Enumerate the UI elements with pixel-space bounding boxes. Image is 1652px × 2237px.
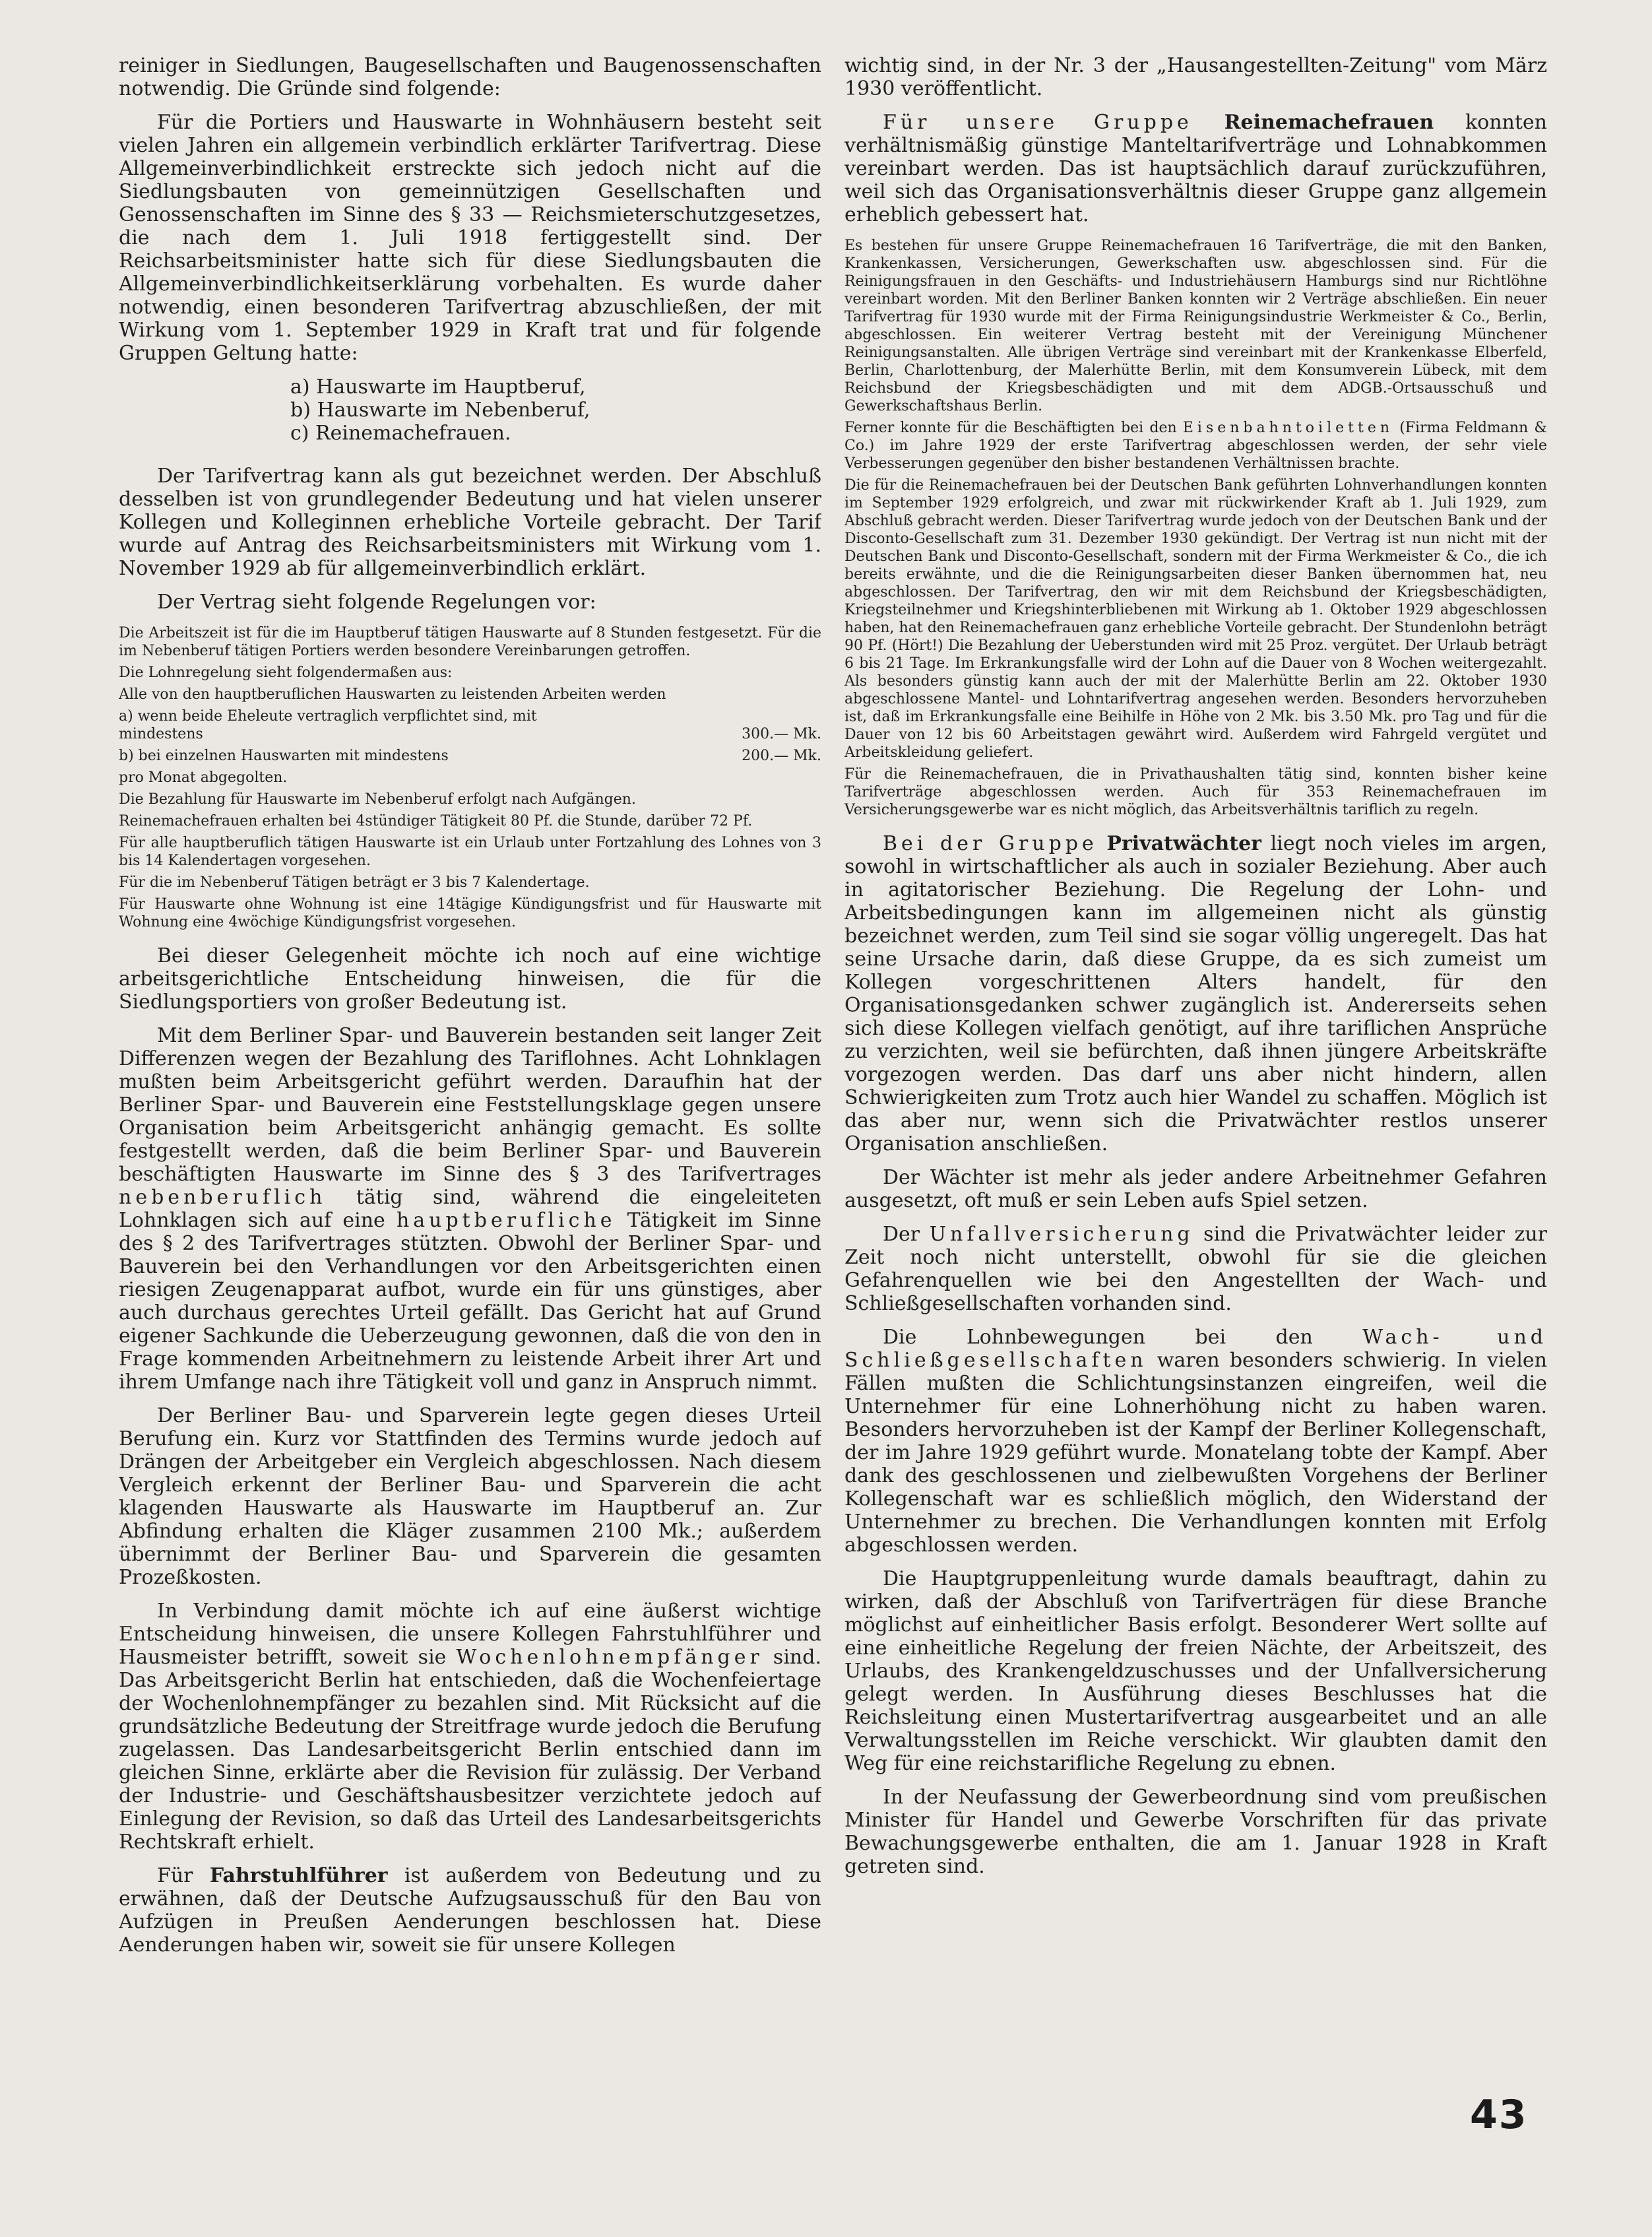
paragraph: In der Neufassung der Gewerbeordnung sind vom preußischen Minister für Handel und Gewerbe Vorschriften für das private Bewachungsgewerbe enthalten, die am 1. Januar 1928 in Kraft getreten sind. [844,1786,1547,1878]
spaced-term: Wochenlohnempfänger [456,1646,763,1669]
paragraph: Die Hauptgruppenleitung wurde damals beauftragt, dahin zu wirken, daß der Abschluß von Tarifverträgen für diese Branche möglichst auf einheitlicher Basis erfolgt. Besonderer Wert sollte auf eine einheitliche Regelung der freien Nächte, der Arbeitszeit, des Urlaubs, des Krankengeldzuschusses und der Unfallversicherung gelegt werden. In Ausführung dieses Beschlusses hat die Reichsleitung einen Mustertarifvertrag ausgearbeitet und an alle Verwaltungsstellen im Reiche verschickt. Wir glaubten damit den Weg für eine reichstarifliche Regelung zu ebnen. [844,1567,1547,1775]
spaced-term: Eisenbahntoiletten [1182,420,1394,436]
paragraph: Mit dem Berliner Spar- und Bauverein bestanden seit langer Zeit Differenzen wegen der Bezahlung des Tariflohnes. Acht Lohnklagen mußten beim Arbeitsgericht geführt werden. Daraufhin hat der Berliner Spar- und Bauverein eine Feststellungsklage gegen unsere Organisation beim Arbeitsgericht anhängig gemacht. Es sollte festgestellt werden, daß die beim Berliner Spar- und Bauverein beschäftigten Hauswarte im Sinne des § 3 des Tarifvertrages nebenberuflich tätig sind, während die eingeleiteten Lohnklagen sich auf eine hauptberufliche Tätigkeit im Sinne des § 2 des Tarifvertrages stützten. Obwohl der Berliner Spar- und Bauverein bei den Verhandlungen vor den Arbeitsgerichten einen riesigen Zeugenapparat aufbot, wurde ein für uns günstiges, aber auch durchaus gerechtes Urteil gefällt. Das Gericht hat auf Grund eigener Sachkunde die Ueberzeugung gewonnen, daß die von den in Frage kommenden Arbeitnehmern zu leistende Arbeit ihrer Art und ihrem Umfange nach ihre Tätigkeit voll und ganz in Anspruch nimmt. [119,1024,821,1394]
small-paragraph: Für alle hauptberuflich tätigen Hauswarte ist ein Urlaub unter Fortzahlung des Lohnes von 3 bis 14 Kalendertagen vorgesehen. [119,835,821,869]
small-paragraph: Für Hauswarte ohne Wohnung ist eine 14tägige Kündigungsfrist und für Hauswarte mit Wohnung eine 4wöchige Kündigungsfrist vorgesehen. [119,896,821,930]
page-number: 43 [1470,2092,1528,2138]
paragraph: Für Fahrstuhlführer ist außerdem von Bedeutung und zu erwähnen, daß der Deutsche Aufzugsausschuß für den Bau von Aufzügen in Preußen Aenderungen beschlossen hat. Diese Aenderungen haben wir, soweit sie für unsere Kollegen [119,1864,821,1957]
paragraph: Der Unfallversicherung sind die Privatwächter leider zur Zeit noch nicht unterstellt, obwohl für sie die gleichen Gefahrenquellen wie bei den Angestellten der Wach- und Schließgesellschaften vorhanden sind. [844,1223,1547,1315]
right-column [844,54,1547,2087]
paragraph: wichtig sind, in der Nr. 3 der „Hausangestellten-Zeitung" vom März 1930 veröffentlicht. [844,54,1547,100]
list-item: b) Hauswarte im Nebenberuf, [290,399,590,422]
paragraph: Für unsere Gruppe Reinemachefrauen konnten verhältnismäßig günstige Manteltarifverträge und Lohnabkommen vereinbart werden. Das ist hauptsächlich darauf zurückzuführen, weil sich das Organisationsverhältnis dieser Gruppe ganz allgemein erheblich gebessert hat. [844,111,1547,226]
paragraph: Der Berliner Bau- und Sparverein legte gegen dieses Urteil Berufung ein. Kurz vor Stattfinden des Termins wurde jedoch auf Drängen der Arbeitgeber ein Vergleich abgeschlossen. Nach diesem Vergleich erkennt der Berliner Bau- und Sparverein die acht klagenden Hauswarte als Hauswarte im Hauptberuf an. Zur Abfindung erhalten die Kläger zusammen 2100 Mk.; außerdem übernimmt der Berliner Bau- und Sparverein die gesamten Prozeßkosten. [119,1404,821,1589]
paragraph: Die Lohnbewegungen bei den Wach- und Schließgesellschaften waren besonders schwierig. In vielen Fällen mußten die Schlichtungsinstanzen eingreifen, weil die Unternehmer für eine Lohnerhöhung nicht zu haben waren. Besonders hervorzuheben ist der Kampf der Berliner Kollegenschaft, der im Jahre 1929 geführt wurde. Monatelang tobte der Kampf. Aber dank des geschlossenen und zielbewußten Vorgehens der Berliner Kollegenschaft war es schließlich möglich, den Widerstand der Unternehmer zu brechen. Die Verhandlungen konnten mit Erfolg abgeschlossen werden. [844,1326,1547,1557]
spaced-term: Unfallversicherung [929,1223,1194,1246]
small-paragraph: Es bestehen für unsere Gruppe Reinemachefrauen 16 Tarifverträge, die mit den Banken, Krankenkassen, Versicherungen, Gewerkschaften usw. abgeschlossen sind. Für die Reinigungsfrauen in den Geschäfts- und Industriehäusern Hamburgs sind nur Richtlöhne vereinbart worden. Mit den Berliner Banken konnten wir 2 Verträge abschließen. Ein neuer Tarifvertrag für 1930 wurde mit der Firma Reinigungsindustrie Werkmeister & Co., Berlin, abgeschlossen. Ein weiterer Vertrag besteht mit der Vereinigung Münchener Reinigungsanstalten. Alle übrigen Verträge sind vereinbart mit der Krankenkasse Elberfeld, Berlin, Charlottenburg, der Malerhütte Berlin, mit dem Konsumverein Lübeck, mit dem Reichsbund der Kriegsbeschädigten und mit dem ADGB.-Ortsausschuß und Gewerkschaftshaus Berlin. [844,238,1547,414]
bold-term: Fahrstuhlführer [209,1864,388,1887]
list-item: c) Reinemachefrauen. [290,422,511,445]
bold-term: Reinemachefrauen [1224,111,1434,134]
wage-row-label: b) bei einzelnen Hauswarten mit mindestens [119,748,449,764]
wage-amount: 200.— Mk. [742,748,821,764]
spaced-term: nebenberuflich [119,1186,327,1209]
wage-row-b [119,747,821,765]
paragraph: reiniger in Siedlungen, Baugesellschaften und Baugenossenschaften notwendig. Die Gründe sind folgende: [119,54,821,100]
paragraph: Der Vertrag sieht folgende Regelungen vor: [157,591,596,614]
small-paragraph: pro Monat abgegolten. [119,769,288,786]
wage-row-a [119,707,821,743]
small-paragraph: Die Arbeitszeit ist für die im Hauptberuf tätigen Hauswarte auf 8 Stunden festgesetzt. Für die im Nebenberuf tätigen Portiers werden besondere Vereinbarungen getroffen. [119,625,821,659]
paragraph: Bei der Gruppe Privatwächter liegt noch vieles im argen, sowohl in wirtschaftlicher als auch in sozialer Beziehung. Aber auch in agitatorischer Beziehung. Die Regelung der Lohn- und Arbeitsbedingungen kann im allgemeinen nicht als günstig bezeichnet werden, zum Teil sind sie sogar völlig ungeregelt. Das hat seine Ursache darin, daß diese Gruppe, da es sich zumeist um Kollegen vorgeschrittenen Alters handelt, für den Organisationsgedanken schwer zugänglich ist. Andererseits sehen sich diese Kollegen vielfach genötigt, auf ihre tariflichen Ansprüche zu verzichten, weil sie befürchten, daß ihnen jüngere Arbeitskräfte vorgezogen werden. Das darf uns aber nicht hindern, allen Schwierigkeiten zum Trotz auch hier Wandel zu schaffen. Möglich ist das aber nur, wenn sich die Privatwächter restlos unserer Organisation anschließen. [844,832,1547,1155]
paragraph: Der Tarifvertrag kann als gut bezeichnet werden. Der Abschluß desselben ist von grundlegender Bedeutung und hat vielen unserer Kollegen und Kolleginnen erhebliche Vorteile gebracht. Der Tarif wurde auf Antrag des Reichsarbeitsministers mit Wirkung vom 1. November 1929 ab für allgemeinverbindlich erklärt. [119,465,821,580]
small-paragraph: Für die im Nebenberuf Tätigen beträgt er 3 bis 7 Kalendertage. [119,874,590,891]
spaced-term: hauptberufliche [396,1209,616,1232]
wage-amount: 300.— Mk. [742,726,821,742]
small-paragraph: Für die Reinemachefrauen, die in Privathaushalten tätig sind, konnten bisher keine Tarifverträge abgeschlossen werden. Auch für 353 Reinemachefrauen im Versicherungsgewerbe war es nicht möglich, das Arbeitsverhältnis tariflich zu regeln. [844,766,1547,818]
small-paragraph: Die Lohnregelung sieht folgendermaßen aus: [119,665,453,681]
small-paragraph: Alle von den hauptberuflichen Hauswarten zu leistenden Arbeiten werden [119,686,666,703]
paragraph: Der Wächter ist mehr als jeder andere Arbeitnehmer Gefahren ausgesetzt, oft muß er sein Leben aufs Spiel setzen. [844,1166,1547,1212]
small-paragraph: Die Bezahlung für Hauswarte im Nebenberuf erfolgt nach Aufgängen. [119,791,636,808]
paragraph: Für die Portiers und Hauswarte in Wohnhäusern besteht seit vielen Jahren ein allgemein verbindlich erklärter Tarifvertrag. Diese Allgemeinverbindlichkeit erstreckte sich jedoch nicht auf die Siedlungsbauten von gemeinnützigen Gesellschaften und Genossenschaften im Sinne des § 33 — Reichsmieterschutzgesetzes, die nach dem 1. Juli 1918 fertiggestellt sind. Der Reichsarbeitsminister hatte sich für diese Siedlungsbauten die Allgemeinverbindlichkeitserklärung vorbehalten. Es wurde daher notwendig, einen besonderen Tarifvertrag abzuschließen, der mit Wirkung vom 1. September 1929 in Kraft trat und für folgende Gruppen Geltung hatte: [119,111,821,365]
wage-row-label: a) wenn beide Eheleute vertraglich verpflichtet sind, mit [119,708,537,725]
list-item: a) Hauswarte im Hauptberuf, [290,375,586,399]
small-paragraph: Ferner konnte für die Beschäftigten bei den Eisenbahntoiletten (Firma Feldmann & Co.) im Jahre 1929 der erste Tarifvertrag abgeschlossen werden, der sehr viele Verbesserungen gegenüber den bisher bestandenen Verhältnissen brachte. [844,420,1547,472]
spaced-term: Wach- und Schließgesellschaften [844,1326,1547,1372]
left-column [119,54,821,2113]
wage-row-label: mindestens [119,726,203,742]
group-list [119,375,821,445]
paragraph: In Verbindung damit möchte ich auf eine äußerst wichtige Entscheidung hinweisen, die unsere Kollegen Fahrstuhlführer und Hausmeister betrifft, soweit sie Wochenlohnempfänger sind. Das Arbeitsgericht Berlin hat entschieden, daß die Wochenfeiertage der Wochenlohnempfänger zu bezahlen sind. Mit Rücksicht auf die grundsätzliche Bedeutung der Streitfrage wurde jedoch die Berufung zugelassen. Das Landesarbeitsgericht Berlin entschied dann im gleichen Sinne, erklärte aber die Revision für zulässig. Der Verband der Industrie- und Geschäftshausbesitzer verzichtete jedoch auf Einlegung der Revision, so daß das Urteil des Landesarbeitsgerichts Rechtskraft erhielt. [119,1600,821,1854]
bold-term: Privatwächter [1106,832,1261,855]
small-paragraph: Reinemachefrauen erhalten bei 4stündiger Tätigkeit 80 Pf. die Stunde, darüber 72 Pf. [119,813,753,829]
paragraph: Bei dieser Gelegenheit möchte ich noch auf eine wichtige arbeitsgerichtliche Entscheidung hinweisen, die für die Siedlungsportiers von großer Bedeutung ist. [119,944,821,1014]
small-paragraph: Die für die Reinemachefrauen bei der Deutschen Bank geführten Lohnverhandlungen konnten im September 1929 erfolgreich, und zwar mit rückwirkender Kraft ab 1. Juli 1929, zum Abschluß gebracht werden. Dieser Tarifvertrag wurde jedoch von der Deutschen Bank und der Disconto-Gesellschaft zum 31. Dezember 1930 gekündigt. Der Vertrag ist nun nicht mit der Deutschen Bank und Disconto-Gesellschaft, sondern mit der Firma Werkmeister & Co., die ich bereits erwähnte, und die die Reinigungsarbeiten dieser Banken übernommen hat, neu abgeschlossen. Der Tarifvertrag, den wir mit dem Reichsbund der Kriegsbeschädigten, Kriegsteilnehmer und Kriegshinterbliebenen mit Wirkung ab 1. Oktober 1929 abgeschlossen haben, hat den Reinemachefrauen ganz erhebliche Vorteile gebracht. Der Stundenlohn beträgt 90 Pf. (Hört!) Die Bezahlung der Ueberstunden wird mit 25 Proz. vergütet. Der Urlaub beträgt 6 bis 21 Tage. Im Erkrankungsfalle wird der Lohn auf die Dauer von 8 Wochen weitergezahlt. Als besonders günstig kann auch der mit der Malerhütte Berlin am 22. Oktober 1930 abgeschlossene Mantel- und Lohntarifvertrag angesehen werden. Besonders hervorzuheben ist, daß im Erkrankungsfalle eine Beihilfe in Höhe von 2 Mk. bis 3.50 Mk. pro Tag und für die Dauer von 12 bis 60 Arbeitstagen gewährt wird. Außerdem wird Fahrgeld vergütet und Arbeitskleidung geliefert. [844,477,1547,761]
